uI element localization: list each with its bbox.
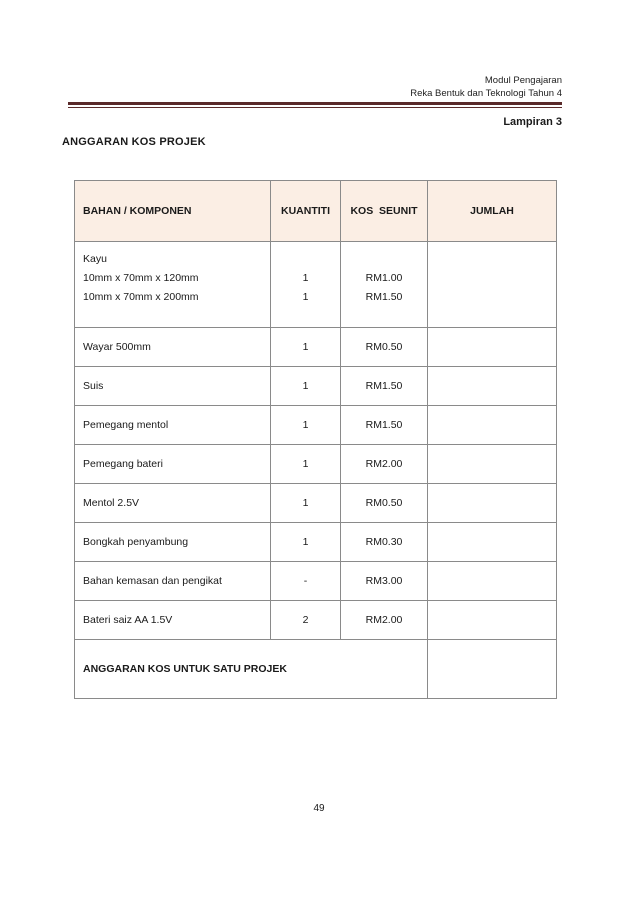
item-cell: Bongkah penyambung [75, 523, 271, 562]
wood-qty-1: 1 [302, 272, 309, 284]
project-total-value [428, 640, 557, 699]
wood-label: Kayu [83, 253, 107, 265]
quantity-cell: 1 [271, 328, 341, 367]
unit-cost-cell: RM1.50 [341, 367, 428, 406]
table-row [75, 328, 557, 367]
total-cell [428, 601, 557, 640]
unit-cost-cell: RM1.50 [341, 406, 428, 445]
header-divider-thin [68, 107, 562, 108]
table-header-row [75, 181, 557, 242]
quantity-cell: 1 [271, 523, 341, 562]
unit-cost-cell: RM3.00 [341, 562, 428, 601]
wood-qty-cell [271, 242, 341, 328]
quantity-cell: 2 [271, 601, 341, 640]
table-row [75, 601, 557, 640]
table-row [75, 562, 557, 601]
unit-cost-cell: RM0.50 [341, 484, 428, 523]
quantity-cell: 1 [271, 445, 341, 484]
item-cell: Mentol 2.5V [75, 484, 271, 523]
total-cell [428, 523, 557, 562]
header-module-title: Modul Pengajaran [484, 75, 562, 86]
unit-cost-cell: RM0.50 [341, 328, 428, 367]
item-cell: Bahan kemasan dan pengikat [75, 562, 271, 601]
column-header-quantity: KUANTITI [271, 181, 341, 242]
header-divider-thick [68, 102, 562, 105]
total-cell [428, 406, 557, 445]
total-cell [428, 367, 557, 406]
page-number: 49 [313, 803, 325, 814]
table-row [75, 445, 557, 484]
item-cell: Pemegang bateri [75, 445, 271, 484]
total-cell [428, 562, 557, 601]
column-header-unit-cost: KOS SEUNIT [341, 181, 428, 242]
wood-unit-cost-cell [341, 242, 428, 328]
column-header-item: BAHAN / KOMPONEN [75, 181, 271, 242]
project-total-label: ANGGARAN KOS UNTUK SATU PROJEK [75, 640, 428, 699]
column-header-total: JUMLAH [428, 181, 557, 242]
wood-unit-cost-2: RM1.50 [365, 291, 403, 303]
table-row [75, 406, 557, 445]
table-row-project-total [75, 640, 557, 699]
total-cell [428, 328, 557, 367]
appendix-label: Lampiran 3 [503, 116, 562, 128]
quantity-cell: - [271, 562, 341, 601]
item-cell: Bateri saiz AA 1.5V [75, 601, 271, 640]
wood-size-2: 10mm x 70mm x 200mm [83, 291, 199, 303]
wood-total-cell [428, 242, 557, 328]
quantity-cell: 1 [271, 406, 341, 445]
unit-cost-cell: RM2.00 [341, 601, 428, 640]
item-cell: Pemegang mentol [75, 406, 271, 445]
item-cell: Suis [75, 367, 271, 406]
table-row [75, 523, 557, 562]
total-cell [428, 445, 557, 484]
quantity-cell: 1 [271, 484, 341, 523]
wood-qty-2: 1 [302, 291, 309, 303]
unit-cost-cell: RM2.00 [341, 445, 428, 484]
table-row-wood [75, 242, 557, 328]
wood-size-1: 10mm x 70mm x 120mm [83, 272, 199, 284]
total-cell [428, 484, 557, 523]
item-cell: Wayar 500mm [75, 328, 271, 367]
table-row [75, 367, 557, 406]
cost-table [74, 180, 557, 699]
quantity-cell: 1 [271, 367, 341, 406]
page-title: ANGGARAN KOS PROJEK [62, 136, 206, 148]
table-row [75, 484, 557, 523]
header-subject-title: Reka Bentuk dan Teknologi Tahun 4 [410, 88, 562, 99]
wood-unit-cost-1: RM1.00 [365, 272, 403, 284]
wood-item-cell [75, 242, 271, 328]
unit-cost-cell: RM0.30 [341, 523, 428, 562]
